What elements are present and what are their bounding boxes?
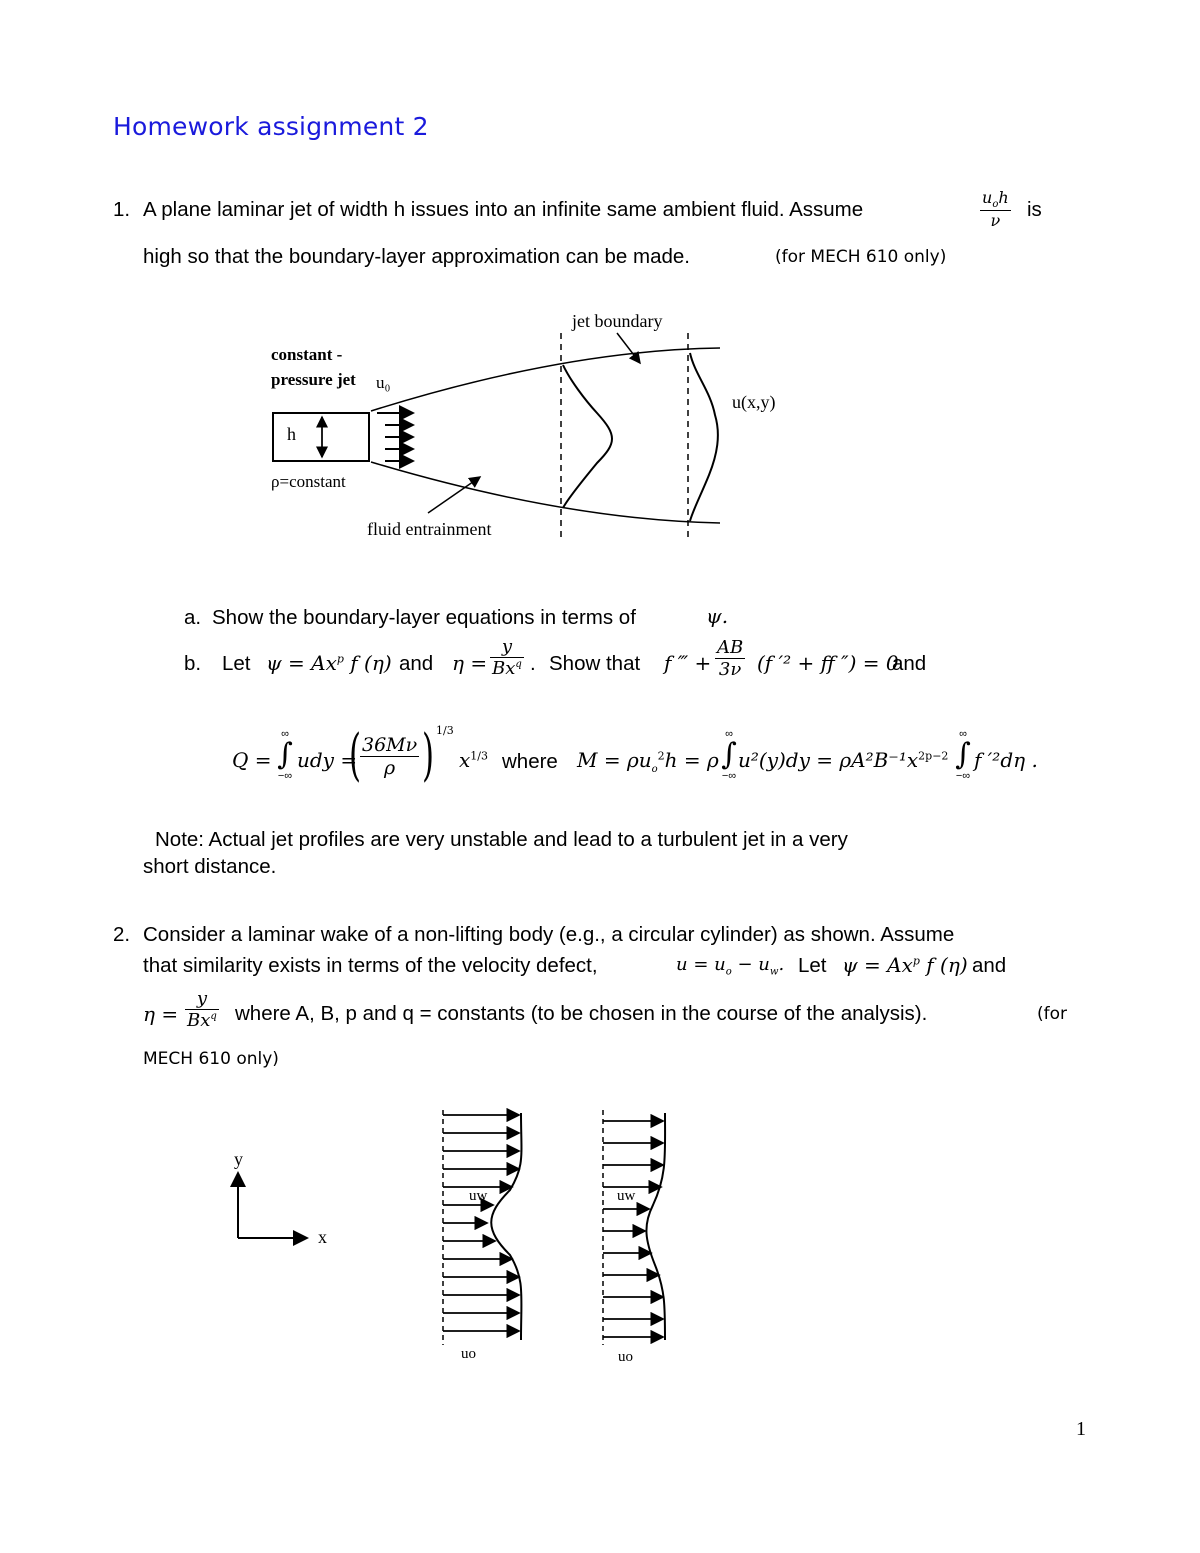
problem-2-let: Let	[798, 954, 827, 977]
wake-profile-1	[491, 1113, 521, 1340]
course-note-2a: (for	[1037, 1004, 1068, 1024]
part-b-label: b.	[184, 652, 202, 675]
problem-2-eta: η =	[143, 1002, 179, 1026]
velocity-profile-1	[563, 365, 612, 508]
page-title: Homework assignment 2	[113, 112, 429, 141]
part-b-psi-def: $\psi = Ax^p$ f (η)	[266, 651, 392, 675]
label-jet-boundary: jet boundary	[572, 311, 663, 331]
eq-q-rparen: )	[422, 723, 435, 788]
part-a-text: Show the boundary-layer equations in terms of	[212, 606, 636, 629]
problem-2-line2: that similarity exists in terms of the velocity defect,	[143, 954, 598, 977]
lower-jet-boundary	[371, 462, 720, 523]
axis-label-x: x	[318, 1227, 327, 1247]
part-b-and2: and	[892, 652, 927, 675]
eq-q-integral: ∞ ∫ −∞	[277, 728, 293, 782]
note-line-2: short distance.	[143, 855, 277, 878]
wake-label-uw-2: uw	[617, 1188, 636, 1204]
axis-label-y: y	[234, 1149, 243, 1169]
eq-m-integrand: $u^2(y)dy = \rho A^2B^{-1}x^{2p-2}$	[738, 748, 949, 772]
problem-2-line1: Consider a laminar wake of a non-lifting body (e.g., a circular cylinder) as shown. Assume	[143, 923, 955, 946]
part-b-ab-frac: $\frac{AB}{3\nu}$	[717, 637, 744, 680]
velocity-profile-2	[690, 353, 718, 521]
part-a-psi: ψ.	[706, 604, 729, 628]
eq-m-def: $M = \rho u_o^2h = \rho$	[577, 748, 719, 775]
problem-1-number: 1.	[113, 198, 131, 221]
page-number: 1	[1076, 1418, 1086, 1440]
eq-m-integral-2: ∞ ∫ −∞	[955, 728, 971, 782]
part-b-let: Let	[222, 652, 251, 675]
problem-1-ratio: $\frac{u_oh}{\nu}$	[982, 188, 1009, 231]
part-b-and: and	[399, 652, 434, 675]
part-b-fppp: f ‴ +	[664, 651, 712, 675]
eq-q-label: Q =	[232, 748, 272, 772]
part-b-eta: η =	[452, 651, 488, 675]
label-constant: constant -	[271, 345, 343, 364]
problem-2-number: 2.	[113, 923, 131, 946]
entrainment-pointer	[428, 477, 480, 513]
eq-q-where: where	[502, 750, 558, 773]
part-a-label: a.	[184, 606, 202, 629]
label-pressure-jet: pressure jet	[271, 370, 356, 389]
problem-2-eta-frac: $\frac{y}{Bx^q}$	[187, 988, 217, 1031]
eq-m-integral: ∞ ∫ −∞	[721, 728, 737, 782]
wake-label-uo-2: uo	[618, 1349, 633, 1365]
wake-arrows-1	[443, 1115, 519, 1331]
part-b-eta-frac: $\frac{y}{Bx^q}$	[492, 636, 522, 679]
eq-q-exp: 1/3	[436, 724, 454, 737]
course-note-1: (for MECH 610 only)	[775, 247, 947, 267]
jet-figure	[265, 305, 795, 545]
eq-q-integrand: udy =	[297, 748, 358, 772]
course-note-2b: MECH 610 only)	[143, 1049, 279, 1069]
problem-2-and: and	[972, 954, 1007, 977]
label-uxy: u(x,y)	[732, 392, 776, 412]
part-b-show-that: Show that	[549, 652, 641, 675]
problem-1-text: A plane laminar jet of width h issues into an infinite same ambient fluid. Assume	[143, 198, 864, 221]
label-u0: u₀	[376, 373, 391, 392]
problem-2-line3: where A, B, p and q = constants (to be chosen in the course of the analysis).	[235, 1002, 928, 1025]
problem-1-text-is: is	[1027, 198, 1042, 221]
problem-1-line2: high so that the boundary-layer approximation can be made.	[143, 245, 691, 268]
jet-boundary-pointer	[617, 333, 640, 363]
eq-q-lparen: (	[349, 723, 362, 788]
label-h: h	[287, 424, 296, 444]
part-b-ode: (f ′² + ff ″) = 0	[757, 651, 899, 675]
label-fluid-entrainment: fluid entrainment	[367, 519, 492, 539]
note-line-1: Note: Actual jet profiles are very unstable and lead to a turbulent jet in a very	[155, 828, 848, 851]
wake-figure	[225, 1105, 685, 1370]
label-rho: ρ=constant	[271, 472, 346, 491]
eq-q-frac: $\frac{36M\nu}{\rho}$	[362, 734, 418, 779]
part-b-period: .	[530, 652, 536, 675]
eq-q-x: $x^{1/3}$	[459, 748, 488, 772]
jet-outflow-arrows	[377, 413, 413, 461]
wake-label-uw-1: uw	[469, 1188, 488, 1204]
wake-arrows-2	[603, 1121, 663, 1337]
wake-label-uo-1: uo	[461, 1346, 476, 1362]
problem-2-defect: $u = u_o - u_w$.	[676, 954, 785, 978]
upper-jet-boundary	[371, 348, 720, 411]
problem-2-psi-def: $\psi = Ax^p$ f (η)	[842, 953, 968, 977]
wake-profile-2	[646, 1113, 665, 1340]
eq-m-integrand-2: f ′²dη .	[974, 748, 1038, 772]
